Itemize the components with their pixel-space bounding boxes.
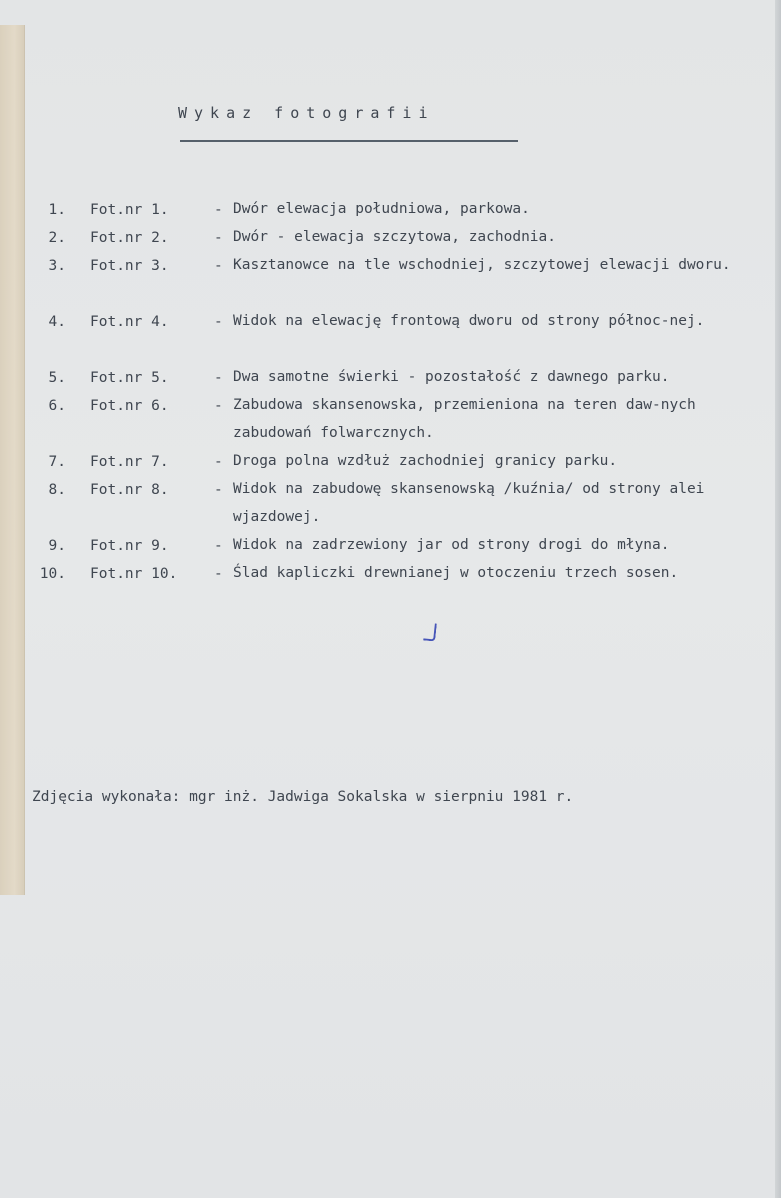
list-item <box>0 252 781 308</box>
item-dash: - <box>214 370 223 386</box>
photo-reference: Fot.nr 3. <box>90 258 169 274</box>
item-number: 3. <box>48 258 66 274</box>
item-dash: - <box>214 454 223 470</box>
list-item <box>0 532 781 560</box>
item-description: Zabudowa skansenowska, przemieniona na teren daw-nych zabudowań folwarcznych. <box>233 397 696 441</box>
item-number: 1. <box>48 202 66 218</box>
photo-reference: Fot.nr 4. <box>90 314 169 330</box>
item-number: 6. <box>48 398 66 414</box>
item-description: Widok na zabudowę skansenowską /kuźnia/ od strony alei wjazdowej. <box>233 481 705 525</box>
item-description: Droga polna wzdłuż zachodniej granicy parku. <box>233 453 618 469</box>
item-description: Dwa samotne świerki - pozostałość z dawnego parku. <box>233 369 670 385</box>
item-dash: - <box>214 230 223 246</box>
item-number: 4. <box>48 314 66 330</box>
item-number: 2. <box>48 230 66 246</box>
photo-reference: Fot.nr 10. <box>90 566 178 582</box>
item-dash: - <box>214 538 223 554</box>
photo-reference: Fot.nr 1. <box>90 202 169 218</box>
list-item <box>0 560 781 588</box>
photo-reference: Fot.nr 6. <box>90 398 169 414</box>
list-item <box>0 196 781 224</box>
photo-reference: Fot.nr 5. <box>90 370 169 386</box>
item-number: 8. <box>48 482 66 498</box>
list-item <box>0 224 781 252</box>
item-number: 9. <box>48 538 66 554</box>
item-description: Widok na elewację frontową dworu od strony północ-nej. <box>233 313 705 329</box>
photographer-credit: Zdjęcia wykonała: mgr inż. Jadwiga Sokalska w sierpniu 1981 r. <box>32 789 574 805</box>
document-title: Wykaz fotografii <box>178 104 435 122</box>
photo-reference: Fot.nr 7. <box>90 454 169 470</box>
list-item <box>0 364 781 392</box>
photo-list <box>0 196 781 588</box>
item-description: Ślad kapliczki drewnianej w otoczeniu trzech sosen. <box>233 565 679 581</box>
item-number: 7. <box>48 454 66 470</box>
item-dash: - <box>214 398 223 414</box>
item-description: Dwór elewacja południowa, parkowa. <box>233 201 530 217</box>
photo-reference: Fot.nr 9. <box>90 538 169 554</box>
item-description: Widok na zadrzewiony jar od strony drogi do młyna. <box>233 537 670 553</box>
photo-reference: Fot.nr 2. <box>90 230 169 246</box>
item-description: Kasztanowce na tle wschodniej, szczytowej elewacji dworu. <box>233 257 731 273</box>
item-dash: - <box>214 202 223 218</box>
list-item <box>0 448 781 476</box>
list-item <box>0 392 781 448</box>
item-dash: - <box>214 314 223 330</box>
item-dash: - <box>214 258 223 274</box>
list-item <box>0 308 781 364</box>
list-item <box>0 476 781 532</box>
photo-reference: Fot.nr 8. <box>90 482 169 498</box>
item-dash: - <box>214 482 223 498</box>
item-number: 5. <box>48 370 66 386</box>
page-edge <box>775 0 781 1198</box>
title-underline <box>180 140 518 142</box>
item-description: Dwór - elewacja szczytowa, zachodnia. <box>233 229 557 245</box>
handwritten-correction-mark <box>423 622 437 641</box>
item-dash: - <box>214 566 223 582</box>
item-number: 10. <box>39 566 66 582</box>
